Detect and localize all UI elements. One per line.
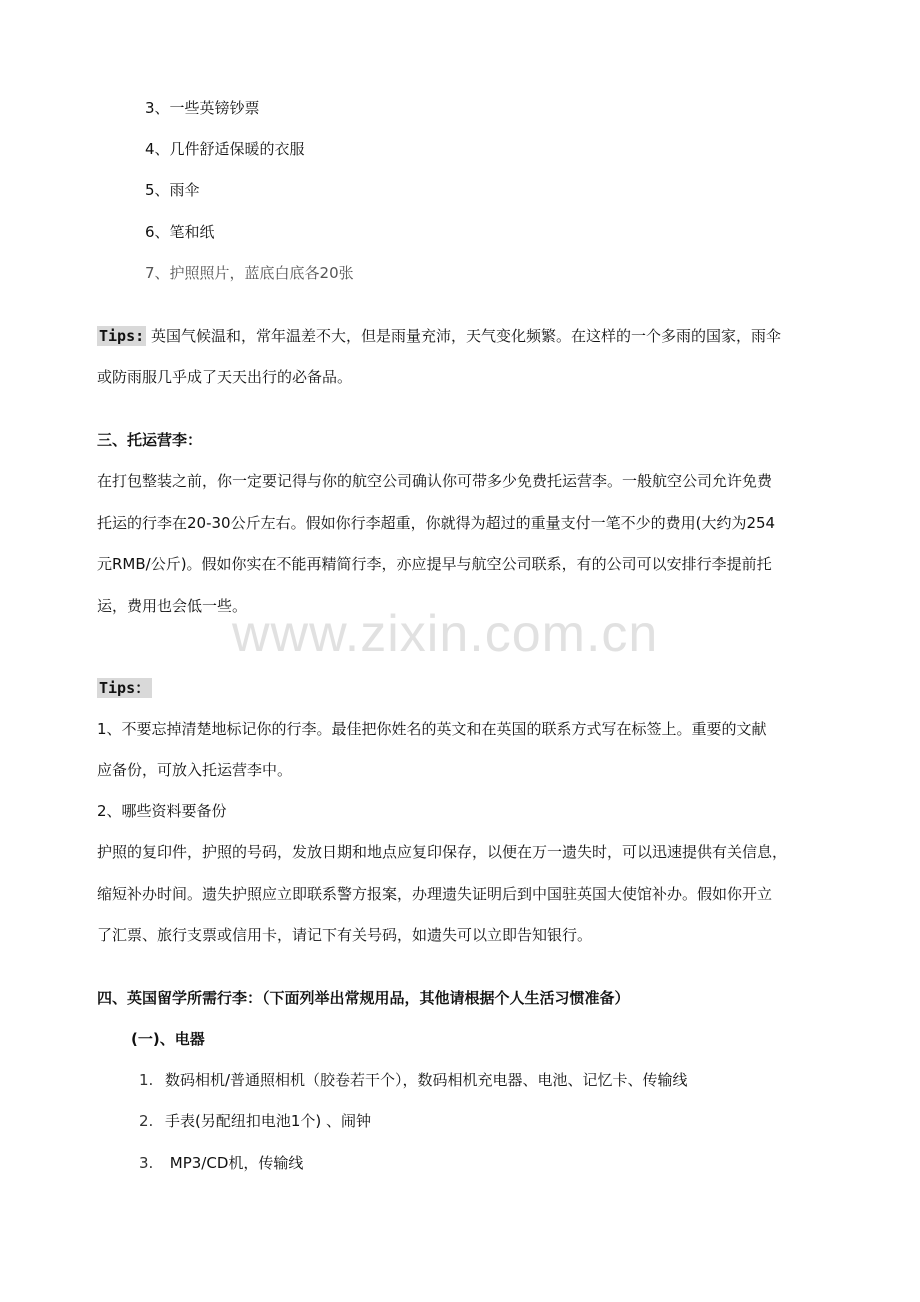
tips-paragraph — [97, 326, 781, 346]
paragraph-line: 应备份，可放入托运营李中。 — [97, 761, 293, 779]
paragraph-line: 缩短补办时间。遗失护照应立即联系警方报案，办理遗失证明后到中国驻英国大使馆补办。假如你开立 — [97, 885, 773, 903]
tips-label: Tips： — [99, 679, 151, 697]
tips-text: 或防雨服几乎成了天天出行的必备品。 — [97, 368, 353, 386]
paragraph-line: 在打包整装之前，你一定要记得与你的航空公司确认你可带多少免费托运营李。一般航空公司允许免费 — [97, 472, 773, 490]
paragraph-line: 2、哪些资料要备份 — [97, 802, 227, 820]
paragraph-line: 护照的复印件，护照的号码，发放日期和地点应复印保存，以便在万一遗失时，可以迅速提供有关信息， — [97, 843, 788, 861]
section-heading: 四、英国留学所需行李：（下面列举出常规用品，其他请根据个人生活习惯准备） — [97, 989, 630, 1007]
watermark: www.zixin.com.cn — [232, 605, 659, 663]
list-item: 7、护照照片，蓝底白底各20张 — [145, 264, 354, 282]
tips-label: Tips: — [99, 327, 145, 345]
list-item: 5、雨伞 — [145, 181, 200, 199]
list-item: 4、几件舒适保暖的衣服 — [145, 140, 305, 158]
item-text: 手表(另配纽扣电池1个) 、闹钟 — [165, 1112, 372, 1130]
list-item: 6、笔和纸 — [145, 223, 215, 241]
sub-heading: (一)、电器 — [131, 1030, 205, 1048]
item-number: 3. — [139, 1154, 154, 1172]
paragraph-line: 元RMB/公斤)。假如你实在不能再精简行李，亦应提早与航空公司联系，有的公司可以安排行李提前托 — [97, 555, 772, 573]
tips-heading — [97, 678, 152, 698]
paragraph-line: 运，费用也会低一些。 — [97, 597, 248, 615]
item-text: MP3/CD机，传输线 — [165, 1154, 304, 1172]
item-number: 1. — [139, 1071, 154, 1089]
paragraph-line: 1、不要忘掉清楚地标记你的行李。最佳把你姓名的英文和在英国的联系方式写在标签上。重要的文献 — [97, 720, 767, 738]
tips-text: 英国气候温和，常年温差不大，但是雨量充沛，天气变化频繁。在这样的一个多雨的国家，雨伞 — [150, 327, 781, 345]
item-text: 数码相机/普通照相机（胶卷若干个），数码相机充电器、电池、记忆卡、传输线 — [165, 1071, 688, 1089]
numbered-item — [139, 1111, 371, 1131]
paragraph-line: 了汇票、旅行支票或信用卡，请记下有关号码，如遗失可以立即告知银行。 — [97, 926, 593, 944]
list-item: 3、一些英镑钞票 — [145, 99, 260, 117]
paragraph-line: 托运的行李在20-30公斤左右。假如你行李超重，你就得为超过的重量支付一笔不少的费用(大约为254 — [97, 514, 776, 532]
item-number: 2. — [139, 1112, 154, 1130]
numbered-item — [139, 1070, 688, 1090]
numbered-item — [139, 1153, 303, 1173]
section-heading: 三、托运营李： — [97, 431, 203, 449]
